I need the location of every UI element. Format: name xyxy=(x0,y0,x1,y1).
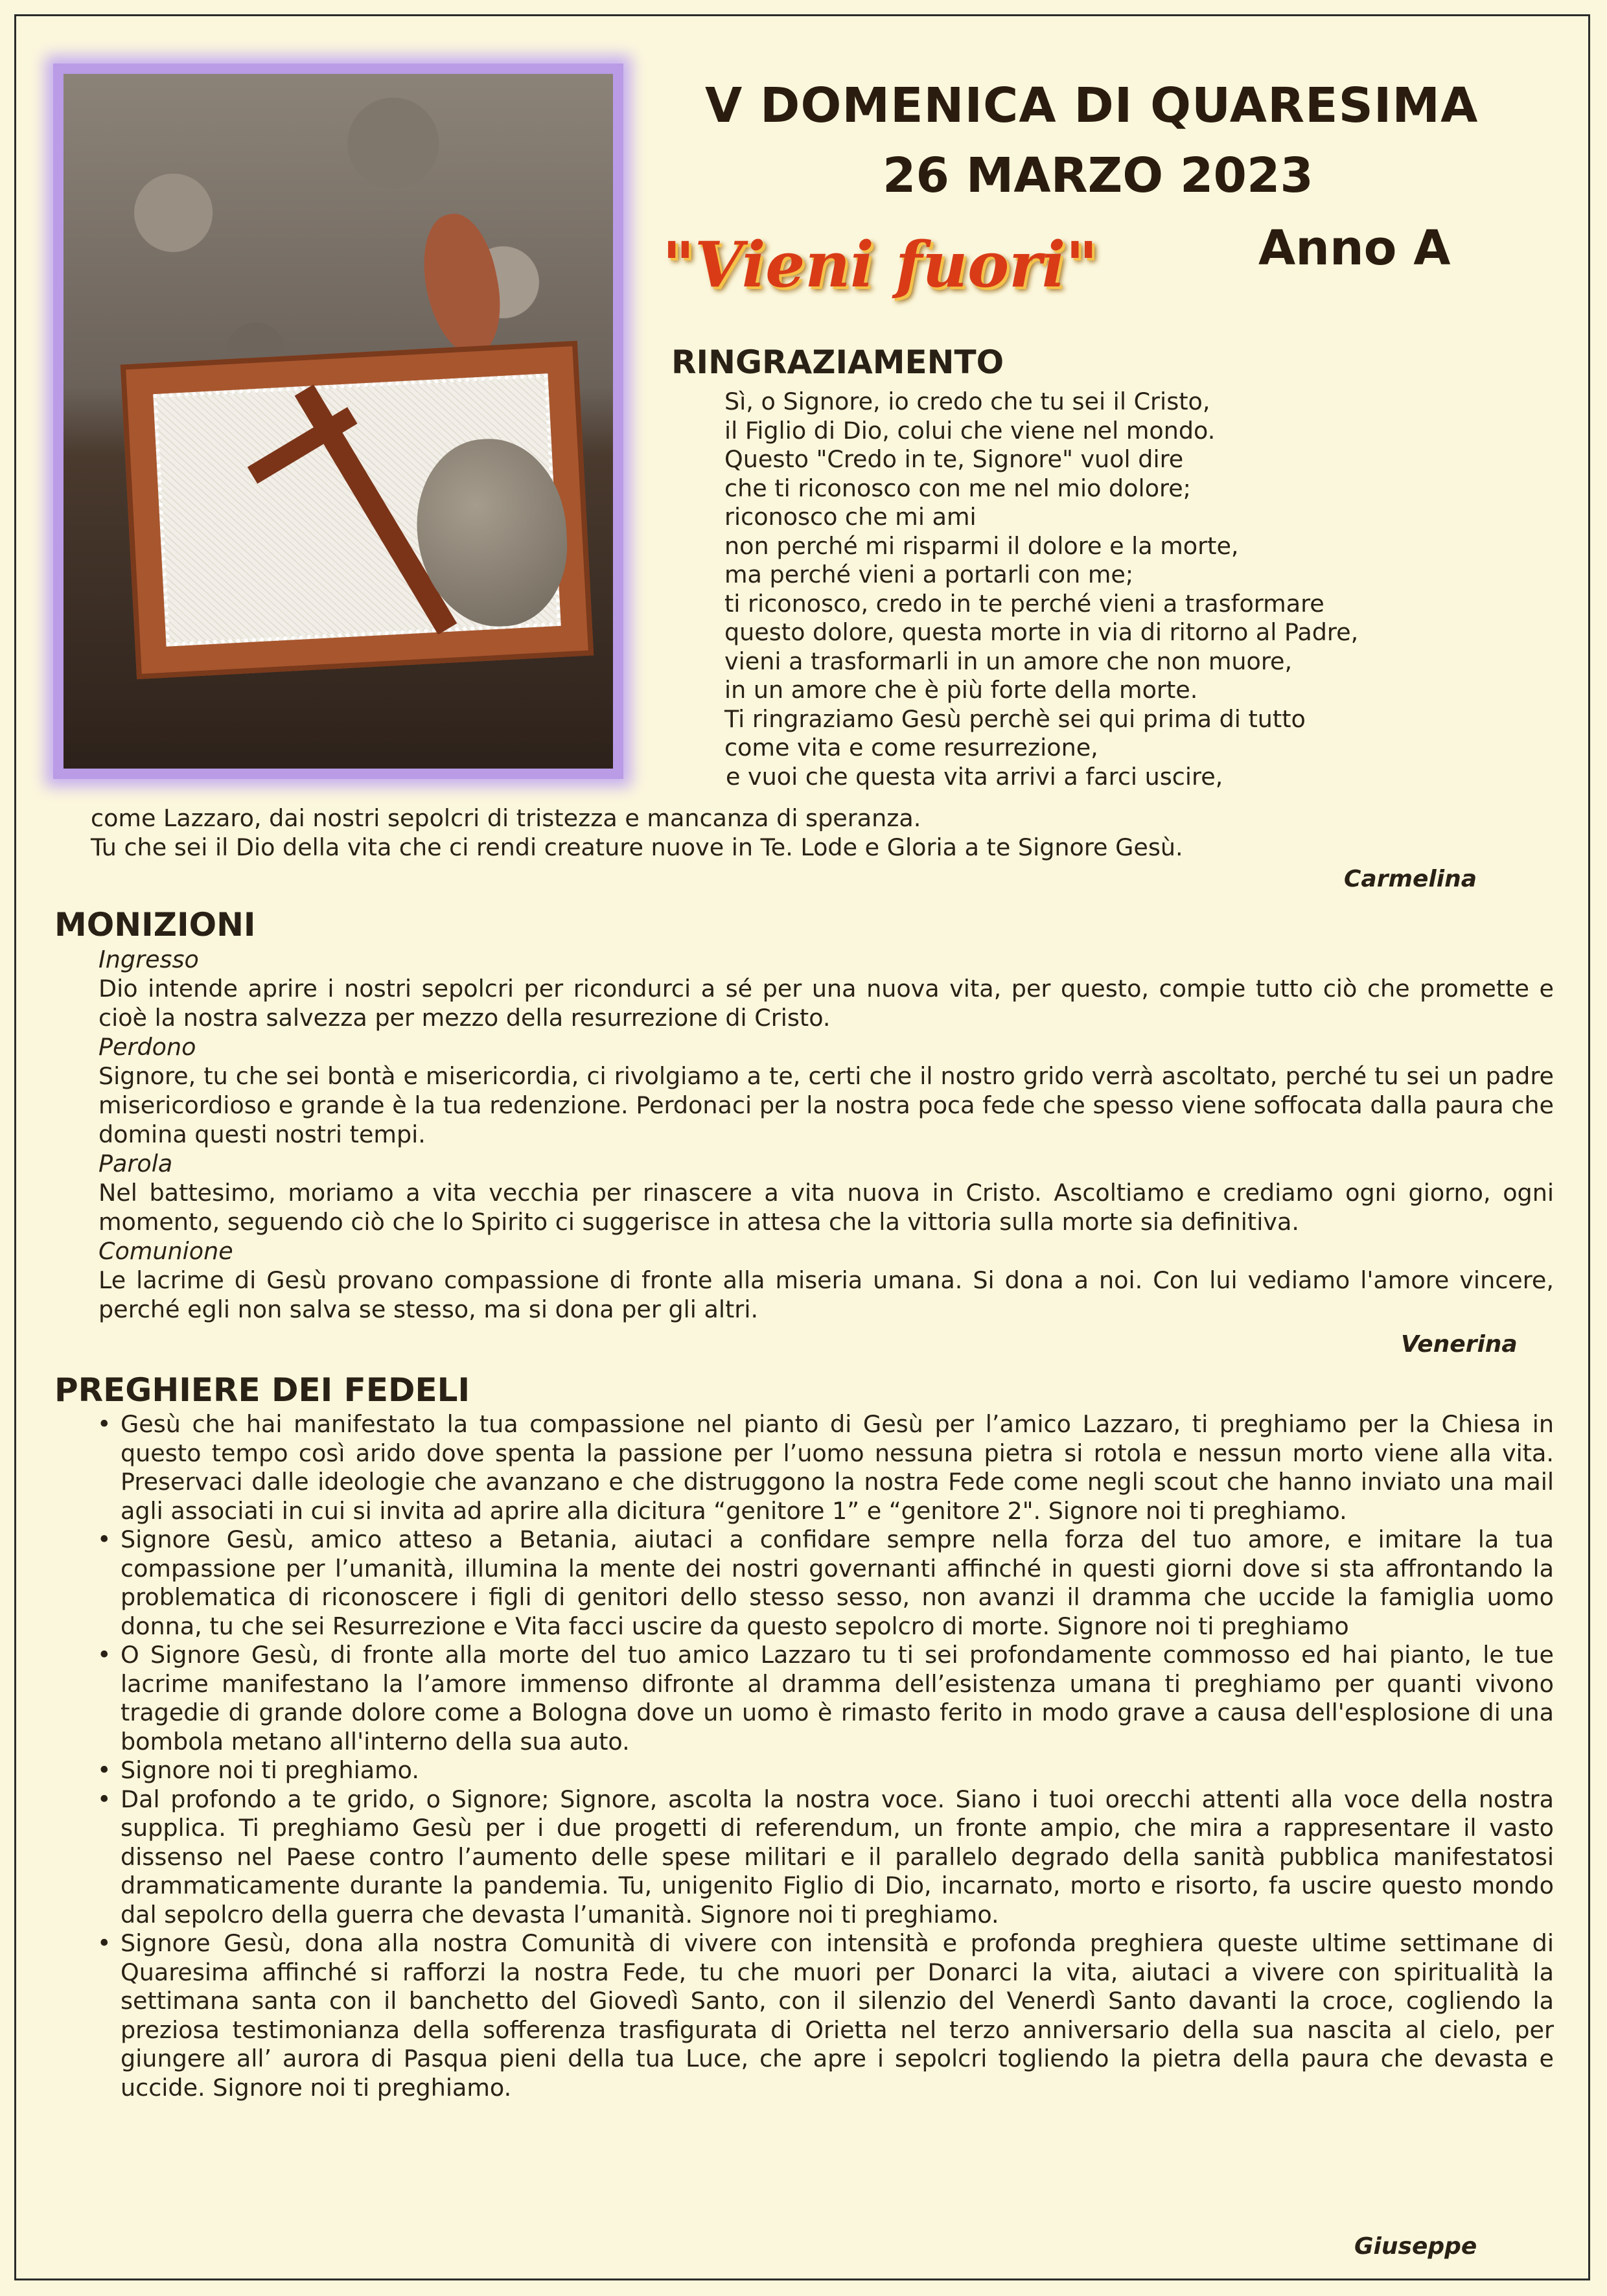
poem-line: ti riconosco, credo in te perché vieni a trasformare xyxy=(724,589,1324,618)
monizione-text: Dio intende aprire i nostri sepolcri per ricondurci a sé per una nuova vita, per questo, compie tutto ciò che promette e cioè la nostra salvezza per mezzo della resurrezione di Cristo. xyxy=(98,975,1554,1032)
monizione-label: Parola xyxy=(98,1150,173,1177)
poem-line: come Lazzaro, dai nostri sepolcri di tristezza e mancanza di speranza. xyxy=(91,804,921,832)
wall-stone xyxy=(412,207,511,362)
poem-line: Ti ringraziamo Gesù perchè sei qui prima di tutto xyxy=(724,704,1306,733)
poem-line: vieni a trasformarli in un amore che non muore, xyxy=(724,647,1293,675)
signature-carmelina: Carmelina xyxy=(1344,866,1477,892)
monizione-text: Nel battesimo, moriamo a vita vecchia per rinascere a vita nuova in Cristo. Ascoltiamo e crediamo ogni giorno, ogni momento, seguendo ciò che lo Spirito ci suggerisce in attesa che la vittoria sulla morte sia definitiva. xyxy=(98,1179,1554,1236)
poem-line: che ti riconosco con me nel mio dolore; xyxy=(724,474,1191,502)
prayer-text: Gesù che hai manifestato la tua compassione nel pianto di Gesù per l’amico Lazzaro, ti preghiamo per la Chiesa in questo tempo così arido dove spenta la passione per l’uomo nessuna pietra si rotola e nessun morto viene alla vita. Preservaci dalle ideologie che avanzano e che distruggono la nostra Fede come negli scout che hanno inviato una mail agli associati in cui si invita ad aprire alla dicitura “genitore 1” e “genitore 2". Signore noi ti preghiamo. xyxy=(121,1410,1554,1525)
poem-line: come vita e come resurrezione, xyxy=(724,734,1098,761)
ringraziamento-poem xyxy=(724,388,1358,791)
prayer-text: Signore noi ti preghiamo. xyxy=(121,1756,419,1784)
liturgical-year: Anno A xyxy=(1258,220,1451,276)
list-item xyxy=(97,1525,1554,1641)
poem-line: Sì, o Signore, io credo che tu sei il Cristo, xyxy=(724,388,1210,415)
list-item xyxy=(97,1929,1554,2102)
page-date: 26 MARZO 2023 xyxy=(883,148,1313,203)
monizione-text: Le lacrime di Gesù provano compassione di fronte alla miseria umana. Si dona a noi. Con lui vediamo l'amore vincere, perché egli non salva se stesso, ma si dona per gli altri. xyxy=(98,1266,1554,1323)
monizioni-heading: MONIZIONI xyxy=(54,906,256,944)
ringraziamento-tail xyxy=(91,804,1183,862)
monizione-label: Comunione xyxy=(98,1237,233,1265)
photo-cross-and-stone xyxy=(64,74,613,769)
poem-line: ma perché vieni a portarli con me; xyxy=(724,561,1134,588)
monizione-text: Signore, tu che sei bontà e misericordia, ci rivolgiamo a te, certi che il nostro grido verrà ascoltato, perché tu sei un padre misericordioso e grande è la tua redenzione. Perdonaci per la nostra poca fede che spesso viene soffocata dalla paura che domina questi nostri tempi. xyxy=(98,1062,1554,1148)
bullet-icon: • xyxy=(97,1929,111,1957)
poem-line: questo dolore, questa morte in via di ritorno al Padre, xyxy=(724,618,1359,646)
preghiere-list xyxy=(97,1410,1554,2102)
bullet-icon: • xyxy=(97,1641,111,1669)
bullet-icon: • xyxy=(97,1410,111,1438)
poem-line: Tu che sei il Dio della vita che ci rendi creature nuove in Te. Lode e Gloria a te Signore Gesù. xyxy=(91,833,1183,861)
ringraziamento-heading: RINGRAZIAMENTO xyxy=(671,343,1004,381)
bullet-icon: • xyxy=(97,1756,111,1784)
poem-line: in un amore che è più forte della morte. xyxy=(724,676,1198,704)
signature-giuseppe: Giuseppe xyxy=(1354,2233,1477,2260)
poem-line: e vuoi che questa vita arrivi a farci uscire, xyxy=(726,762,1223,791)
signature-venerina: Venerina xyxy=(1401,1331,1518,1358)
list-item xyxy=(97,1785,1554,1930)
poem-line: non perché mi risparmi il dolore e la morte, xyxy=(724,531,1239,560)
poem-line: Questo "Credo in te, Signore" vuol dire xyxy=(724,445,1184,473)
bullet-icon: • xyxy=(97,1785,111,1813)
prayer-text: O Signore Gesù, di fronte alla morte del tuo amico Lazzaro tu ti sei profondamente commosso ed hai pianto, le tue lacrime manifestano la l’amore immenso difronte al dramma dell’esistenza umana ti preghiamo per quanti vivono tragedie di grande dolore come a Bologna dove un uomo è rimasto ferito in modo grave a causa dell'esplosione di una bombola metano all'interno della sua auto. xyxy=(121,1641,1554,1756)
list-item xyxy=(97,1756,1554,1785)
list-item xyxy=(97,1641,1554,1756)
bullet-icon: • xyxy=(97,1525,111,1553)
poem-line: riconosco che mi ami xyxy=(724,503,977,531)
poem-line: il Figlio di Dio, colui che viene nel mondo. xyxy=(724,416,1216,445)
cover-photo xyxy=(53,64,623,779)
prayer-text: Dal profondo a te grido, o Signore; Signore, ascolta la nostra voce. Siano i tuoi orecchi attenti alla voce della nostra supplica. Ti preghiamo Gesù per i due progetti di referendum, un fronte ampio, che mira a rappresentare il vasto dissenso nel Paese contro l’aumento delle spese militari e il parallelo degrado della sanità pubblica manifestatosi drammaticamente durante la pandemia. Tu, unigenito Figlio di Dio, incarnato, morto e risorto, fa uscire questo mondo dal sepolcro della guerra che devasta l’umanità. Signore noi ti preghiamo. xyxy=(121,1785,1554,1929)
list-item xyxy=(97,1410,1554,1525)
prayer-text: Signore Gesù, amico atteso a Betania, aiutaci a confidare sempre nella forza del tuo amore, e imitare la tua compassione per l’umanità, illumina la mente dei nostri governanti affinché in questi giorni dove si sta affrontando la problematica di riconoscere i figli di genitori dello stesso sesso, non avanzi il dramma che uccide la famiglia uomo donna, tu che sei Resurrezione e Vita facci uscire da questo sepolcro di morte. Signore noi ti preghiamo xyxy=(121,1525,1554,1640)
motto: "Vieni fuori" xyxy=(662,228,1098,301)
monizioni-body xyxy=(98,945,1554,1324)
preghiere-heading: PREGHIERE DEI FEDELI xyxy=(54,1371,470,1409)
page-title: V DOMENICA DI QUARESIMA xyxy=(705,78,1479,133)
wooden-tray xyxy=(121,341,594,679)
lace-cloth xyxy=(153,373,561,646)
prayer-text: Signore Gesù, dona alla nostra Comunità di vivere con intensità e profonda preghiera queste ultime settimane di Quaresima affinché si rafforzi la nostra Fede, tu che muori per Donarci la vita, aiutaci a vivere con spiritualità la settimana santa con il banchetto del Giovedì Santo, con il silenzio del Venerdì Santo davanti la croce, cogliendo la preziosa testimonianza della sofferenza trasfigurata di Orietta nel terzo anniversario della sua nascita al cielo, per giungere all’ aurora di Pasqua pieni della tua Luce, che apre i sepolcri togliendo la pietra della paura che devasta e uccide. Signore noi ti preghiamo. xyxy=(121,1929,1554,2102)
monizione-label: Perdono xyxy=(98,1033,196,1061)
monizione-label: Ingresso xyxy=(98,945,199,973)
